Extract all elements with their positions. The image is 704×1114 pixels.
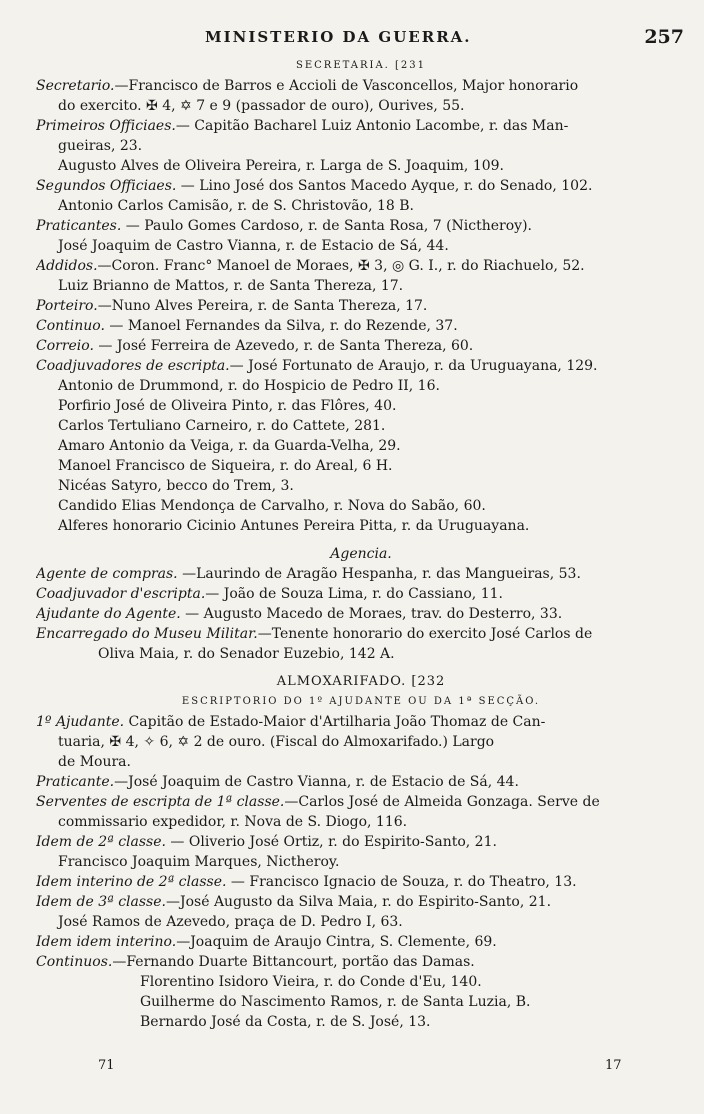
entry-text: — Augusto Macedo de Moraes, trav. do Desterro, 33.	[180, 606, 563, 622]
entry-text: Antonio de Drummond, r. do Hospicio de Pedro II, 16.	[58, 378, 440, 394]
list-item	[36, 564, 686, 584]
list-item	[36, 116, 686, 136]
secretaria-list	[36, 76, 686, 536]
list-item	[36, 752, 686, 772]
list-item	[36, 604, 686, 624]
list-item	[36, 256, 686, 276]
entry-text: do exercito. ✠ 4, ✡ 7 e 9 (passador de ouro), Ourives, 55.	[58, 98, 465, 114]
entry-text: — Manoel Fernandes da Silva, r. do Rezende, 37.	[104, 318, 458, 334]
list-item	[36, 852, 686, 872]
entry-text: Alferes honorario Cicinio Antunes Pereira Pitta, r. da Uruguayana.	[58, 518, 530, 534]
almoxarifado-list	[36, 712, 686, 1032]
list-item	[36, 584, 686, 604]
list-item	[36, 136, 686, 156]
entry-text: commissario expedidor, r. Nova de S. Diogo, 116.	[58, 814, 408, 830]
entry-label: Idem idem interino.	[36, 934, 177, 950]
entry-label: Continuo.	[36, 318, 105, 334]
list-item	[36, 644, 686, 664]
entry-text: Francisco Joaquim Marques, Nictheroy.	[58, 854, 340, 870]
entry-label: Secretario.	[36, 78, 115, 94]
list-item	[36, 952, 686, 972]
entry-text: tuaria, ✠ 4, ✧ 6, ✡ 2 de ouro. (Fiscal do Almoxarifado.) Largo	[58, 734, 495, 750]
list-item	[36, 712, 686, 732]
entry-label: Coadjuvador d'escripta.	[36, 586, 206, 602]
list-item	[36, 456, 686, 476]
entry-label: Idem interino de 2ª classe.	[36, 874, 227, 890]
entry-text: —Francisco de Barros e Accioli de Vasconcellos, Major honorario	[114, 78, 579, 94]
entry-text: —Nuno Alves Pereira, r. de Santa Thereza, 17.	[97, 298, 428, 314]
entry-text: Oliva Maia, r. do Senador Euzebio, 142 A.	[98, 646, 395, 662]
list-item	[36, 812, 686, 832]
list-item	[36, 156, 686, 176]
entry-text: Bernardo José da Costa, r. de S. José, 13.	[140, 1014, 431, 1030]
entry-text: — José Ferreira de Azevedo, r. de Santa Thereza, 60.	[93, 338, 474, 354]
list-item	[36, 496, 686, 516]
entry-text: —José Augusto da Silva Maia, r. do Espirito-Santo, 21.	[165, 894, 552, 910]
entry-label: Addidos.	[36, 258, 98, 274]
list-item	[36, 196, 686, 216]
entry-text: Luiz Brianno de Mattos, r. de Santa Thereza, 17.	[58, 278, 404, 294]
list-item	[36, 892, 686, 912]
list-item	[36, 1012, 686, 1032]
entry-label: Encarregado do Museu Militar.	[36, 626, 258, 642]
section-title-agencia: Agencia.	[330, 546, 392, 562]
list-item	[36, 872, 686, 892]
entry-label: Idem de 3ª classe.	[36, 894, 166, 910]
entry-text: gueiras, 23.	[58, 138, 143, 154]
entry-label: Ajudante do Agente.	[36, 606, 181, 622]
entry-text: Florentino Isidoro Vieira, r. do Conde d'Eu, 140.	[140, 974, 482, 990]
entry-text: —Tenente honorario do exercito José Carlos de	[257, 626, 593, 642]
entry-text: Augusto Alves de Oliveira Pereira, r. Larga de S. Joaquim, 109.	[58, 158, 505, 174]
list-item	[36, 772, 686, 792]
entry-text: — Francisco Ignacio de Souza, r. do Theatro, 13.	[226, 874, 577, 890]
entry-label: Agente de compras.	[36, 566, 178, 582]
entry-text: —Joaquim de Araujo Cintra, S. Clemente, 69.	[176, 934, 497, 950]
list-item	[36, 76, 686, 96]
page-number: 257	[644, 26, 684, 48]
page-title: MINISTERIO DA GUERRA.	[205, 28, 472, 46]
entry-label: Praticantes.	[36, 218, 122, 234]
list-item	[36, 792, 686, 812]
footer-signature-left: 71	[98, 1058, 115, 1073]
entry-label: 1º Ajudante.	[36, 714, 125, 730]
list-item	[36, 336, 686, 356]
entry-text: —Carlos José de Almeida Gonzaga. Serve de	[284, 794, 600, 810]
list-item	[36, 732, 686, 752]
agencia-list	[36, 564, 686, 664]
list-item	[36, 276, 686, 296]
page-footer	[0, 1058, 704, 1078]
list-item	[36, 992, 686, 1012]
entry-text: José Ramos de Azevedo, praça de D. Pedro I, 63.	[58, 914, 403, 930]
entry-text: — José Fortunato de Araujo, r. da Uruguayana, 129.	[229, 358, 598, 374]
entry-text: Porfirio José de Oliveira Pinto, r. das Flôres, 40.	[58, 398, 397, 414]
entry-text: — Oliverio José Ortiz, r. do Espirito-Santo, 21.	[165, 834, 497, 850]
list-item	[36, 476, 686, 496]
entry-label: Serventes de escripta de 1ª classe.	[36, 794, 285, 810]
entry-text: —Coron. Franc° Manoel de Moraes, ✠ 3, ◎ G. I., r. do Riachuelo, 52.	[97, 258, 585, 274]
entry-text: Manoel Francisco de Siqueira, r. do Areal, 6 H.	[58, 458, 393, 474]
entry-text: José Joaquim de Castro Vianna, r. de Estacio de Sá, 44.	[58, 238, 449, 254]
list-item	[36, 932, 686, 952]
list-item	[36, 912, 686, 932]
entry-text: — Capitão Bacharel Luiz Antonio Lacombe, r. das Man-	[175, 118, 569, 134]
entry-text: —José Joaquim de Castro Vianna, r. de Estacio de Sá, 44.	[114, 774, 519, 790]
entry-label: Primeiros Officiaes.	[36, 118, 176, 134]
entry-text: — João de Souza Lima, r. do Cassiano, 11.	[205, 586, 503, 602]
entry-text: Candido Elias Mendonça de Carvalho, r. Nova do Sabão, 60.	[58, 498, 486, 514]
list-item	[36, 436, 686, 456]
entry-label: Praticante.	[36, 774, 115, 790]
entry-label: Continuos.	[36, 954, 113, 970]
entry-text: —Fernando Duarte Bittancourt, portão das Damas.	[112, 954, 475, 970]
entry-text: — Paulo Gomes Cardoso, r. de Santa Rosa, 7 (Nictheroy).	[121, 218, 532, 234]
entry-label: Coadjuvadores de escripta.	[36, 358, 230, 374]
section-title-escriptorio: ESCRIPTORIO DO 1º AJUDANTE OU DA 1ª SECÇÃO.	[181, 696, 541, 707]
section-title-secretaria: SECRETARIA. [231	[295, 60, 427, 71]
list-item	[36, 316, 686, 336]
entry-label: Segundos Officiaes.	[36, 178, 177, 194]
list-item	[36, 216, 686, 236]
list-item	[36, 396, 686, 416]
section-title-almoxarifado: ALMOXARIFADO. [232	[276, 674, 446, 689]
list-item	[36, 972, 686, 992]
list-item	[36, 832, 686, 852]
list-item	[36, 176, 686, 196]
entry-text: —Laurindo de Aragão Hespanha, r. das Mangueiras, 53.	[177, 566, 581, 582]
entry-text: Amaro Antonio da Veiga, r. da Guarda-Velha, 29.	[58, 438, 401, 454]
list-item	[36, 296, 686, 316]
footer-signature-right: 17	[605, 1058, 622, 1073]
entry-text: Capitão de Estado-Maior d'Artilharia João Thomaz de Can-	[124, 714, 546, 730]
document-body	[36, 56, 686, 1032]
page-header	[0, 26, 704, 50]
list-item	[36, 416, 686, 436]
entry-text: de Moura.	[58, 754, 131, 770]
entry-label: Correio.	[36, 338, 94, 354]
entry-text: — Lino José dos Santos Macedo Ayque, r. do Senado, 102.	[176, 178, 593, 194]
list-item	[36, 236, 686, 256]
entry-text: Carlos Tertuliano Carneiro, r. do Cattete, 281.	[58, 418, 386, 434]
list-item	[36, 624, 686, 644]
entry-text: Antonio Carlos Camisão, r. de S. Christovão, 18 B.	[58, 198, 414, 214]
list-item	[36, 516, 686, 536]
entry-label: Idem de 2ª classe.	[36, 834, 166, 850]
entry-text: Nicéas Satyro, becco do Trem, 3.	[58, 478, 294, 494]
list-item	[36, 376, 686, 396]
entry-label: Porteiro.	[36, 298, 98, 314]
entry-text: Guilherme do Nascimento Ramos, r. de Santa Luzia, B.	[140, 994, 531, 1010]
list-item	[36, 96, 686, 116]
list-item	[36, 356, 686, 376]
